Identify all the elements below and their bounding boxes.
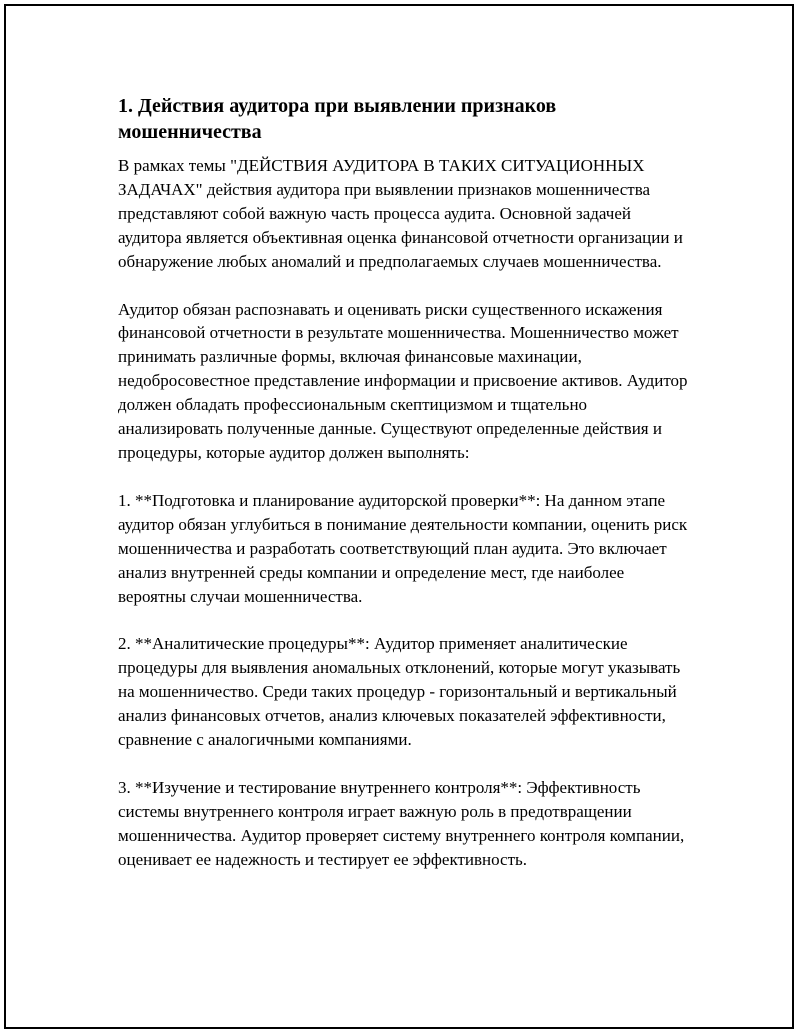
- document-body: [118, 93, 693, 872]
- paragraph-intro: В рамках темы "ДЕЙСТВИЯ АУДИТОРА В ТАКИХ СИТУАЦИОННЫХ ЗАДАЧАХ" действия аудитора при выявлении признаков мошенничества представляют собой важную часть процесса аудита. Основной задачей аудитора является объективная оценка финансовой отчетности организации и обнаружение любых аномалий и предполагаемых случаев мошенничества.: [118, 156, 683, 271]
- paragraph-risks: Аудитор обязан распознавать и оценивать риски существенного искажения финансовой отчетности в результате мошенничества. Мошенничество может принимать различные формы, включая финансовые махинации, недобросовестное представление информации и присвоение активов. Аудитор должен обладать профессиональным скептицизмом и тщательно анализировать полученные данные. Существуют определенные действия и процедуры, которые аудитор должен выполнять:: [118, 299, 688, 462]
- list-item-internal-control: 3. **Изучение и тестирование внутреннего контроля**: Эффективность системы внутреннего контроля играет важную роль в предотвращении мошенничества. Аудитор проверяет систему внутреннего контроля компании, оценивает ее надежность и тестирует ее эффективность.: [118, 777, 685, 869]
- section-heading: 1. Действия аудитора при выявлении признаков мошенничества: [118, 95, 557, 143]
- list-item-planning: 1. **Подготовка и планирование аудиторской проверки**: На данном этапе аудитор обязан углубиться в понимание деятельности компании, оценить риск мошенничества и разработать соответствующий план аудита. Это включает анализ внутренней среды компании и определение мест, где наиболее вероятны случаи мошенничества.: [118, 490, 688, 606]
- list-item-analytics: 2. **Аналитические процедуры**: Аудитор применяет аналитические процедуры для выявления аномальных отклонений, которые могут указывать на мошенничество. Среди таких процедур - горизонтальный и вертикальный анализ финансовых отчетов, анализ ключевых показателей эффективности, сравнение с аналогичными компаниями.: [118, 634, 681, 750]
